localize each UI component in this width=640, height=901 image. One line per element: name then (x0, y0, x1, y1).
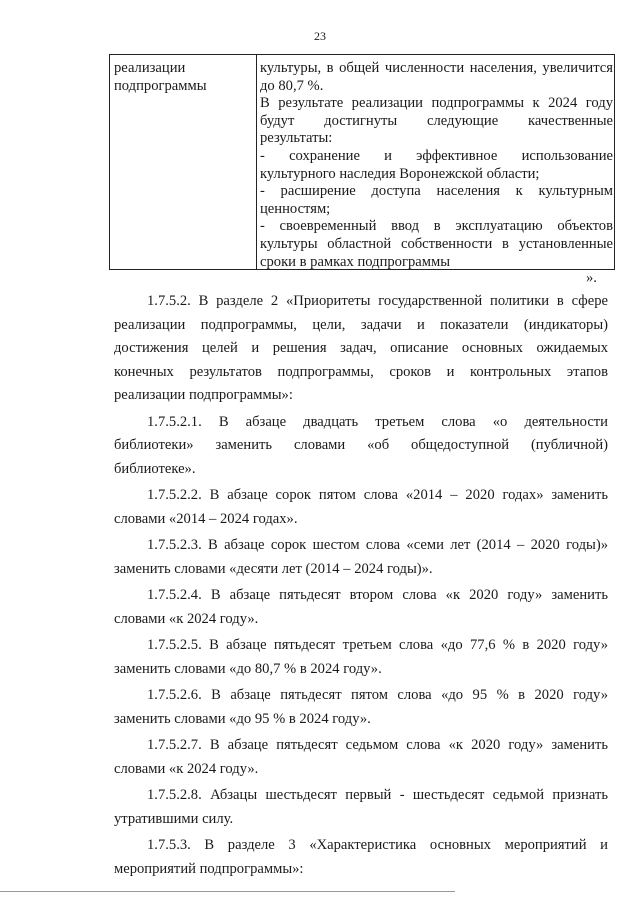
table-cell-right (260, 60, 613, 271)
paragraph-line: реализации подпрограммы, цели, задачи и показатели (индикаторы) (114, 316, 608, 333)
paragraph-line: 1.7.5.3. В разделе 3 «Характеристика основных мероприятий и (147, 837, 608, 853)
paragraph-line: 1.7.5.2.8. Абзацы шестьдесят первый - шестьдесят седьмой признать (147, 787, 608, 803)
paragraph-line: заменить словами «до 80,7 % в 2024 году». (114, 660, 382, 677)
paragraph-line: утратившими силу. (114, 810, 234, 827)
table-left-line: реализации (114, 60, 186, 76)
table-right-line: культуры, в общей численности населения, увеличится (260, 60, 613, 76)
table-left-line: подпрограммы (114, 77, 207, 94)
paragraph-line: 1.7.5.2.5. В абзаце пятьдесят третьем слова «до 77,6 % в 2020 году» (147, 637, 608, 653)
paragraph-line: мероприятий подпрограммы»: (114, 860, 304, 877)
paragraph-line: достижения целей и решения задач, описание основных ожидаемых (114, 340, 608, 356)
table-right-line: - сохранение и эффективное использование (260, 147, 613, 164)
table-right-line: - расширение доступа населения к культурным (260, 183, 613, 200)
paragraph-line: 1.7.5.2.7. В абзаце пятьдесят седьмом слова «к 2020 году» заменить (147, 737, 608, 753)
table-right-line: культурного наследия Воронежской области; (260, 165, 540, 182)
paragraph-line: реализации подпрограммы»: (114, 387, 293, 403)
paragraph-line: 1.7.5.2.1. В абзаце двадцать третьем слова «о деятельности (147, 413, 608, 430)
closing-quote: ». (586, 270, 597, 286)
table-cell-left (114, 60, 249, 95)
paragraph-line: заменить словами «до 95 % в 2024 году». (114, 710, 371, 727)
paragraph-line: библиотеки» заменить словами «об общедоступной (публичной) (114, 437, 608, 453)
page-number: 23 (314, 29, 326, 43)
paragraph-line: 1.7.5.2.3. В абзаце сорок шестом слова «семи лет (2014 – 2020 годы)» (147, 537, 608, 553)
table-right-line: сроки в рамках подпрограммы (260, 253, 451, 270)
table-right-line: будут достигнуты следующие качественные (260, 112, 613, 129)
scan-bottom-rule (0, 891, 455, 892)
paragraph-line: конечных результатов подпрограммы, сроков и контрольных этапов (114, 363, 608, 380)
table-right-line: культуры областной собственности в установленные (260, 235, 613, 252)
table-right-line: ценностям; (260, 200, 331, 217)
table-right-line: до 80,7 %. (260, 77, 324, 94)
paragraph-line: 1.7.5.2. В разделе 2 «Приоритеты государственной политики в сфере (147, 293, 608, 309)
paragraph-line: 1.7.5.2.6. В абзаце пятьдесят пятом слова «до 95 % в 2020 году» (147, 687, 608, 703)
paragraph-line: словами «2014 – 2024 годах». (114, 510, 298, 527)
table-right-line: - своевременный ввод в эксплуатацию объектов (260, 218, 613, 235)
paragraph-line: заменить словами «десяти лет (2014 – 2024 годы)». (114, 560, 433, 577)
table-right-line: результаты: (260, 130, 333, 147)
table-column-divider (256, 54, 257, 270)
paragraph-line: словами «к 2024 году». (114, 610, 259, 627)
paragraph-line: библиотеке». (114, 460, 196, 477)
paragraph-line: словами «к 2024 году». (114, 760, 259, 777)
paragraph-line: 1.7.5.2.4. В абзаце пятьдесят втором слова «к 2020 году» заменить (147, 587, 608, 603)
paragraph-line: 1.7.5.2.2. В абзаце сорок пятом слова «2014 – 2020 годах» заменить (147, 487, 608, 503)
table-right-line: В результате реализации подпрограммы к 2024 году (260, 95, 613, 112)
document-body (114, 290, 608, 881)
